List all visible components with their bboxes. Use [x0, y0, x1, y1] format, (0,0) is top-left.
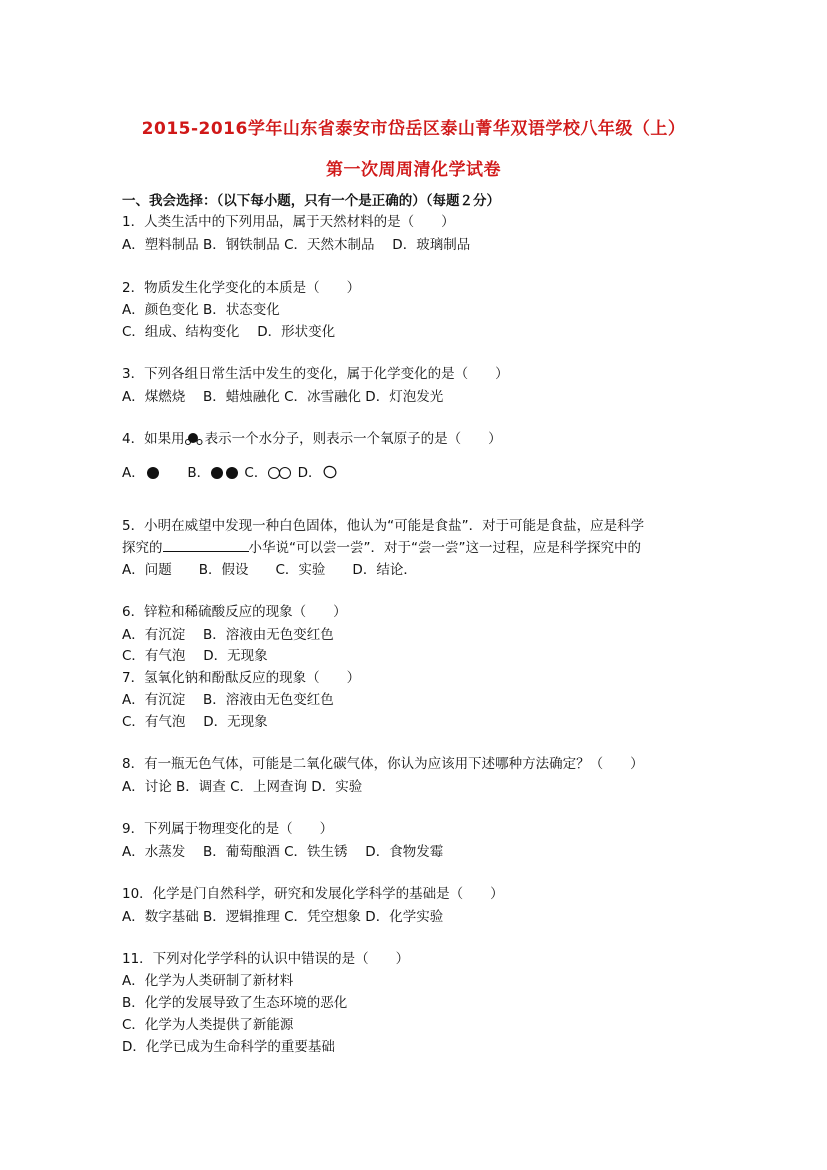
- q5-line2-pre: 探究的: [122, 540, 163, 556]
- q2-stem: 2．物质发生化学变化的本质是（ ）: [122, 280, 361, 296]
- q7-options-2: C．有气泡 D．无现象: [122, 714, 268, 730]
- q9-stem: 9．下列属于物理变化的是（ ）: [122, 821, 334, 837]
- q11-option-b: B．化学的发展导致了生态环境的恶化: [122, 995, 348, 1011]
- q4-stem-pre: 4．如果用: [122, 431, 185, 447]
- q1-stem: 1．人类生活中的下列用品，属于天然材料的是（ ）: [122, 214, 455, 230]
- section-heading: 一、我会选择：（以下每小题，只有一个是正确的）（每题２分）: [122, 193, 500, 209]
- q5-options: A．问题 B．假设 C．实验 D．结论．: [122, 562, 417, 578]
- q4-options: [122, 461, 338, 481]
- q4-option-a-label: A．: [122, 465, 145, 481]
- q5-line2-post: 小华说“可以尝一尝”．对于“尝一尝”这一过程，应是科学探究中的: [248, 540, 641, 556]
- water-molecule-icon: [185, 432, 205, 446]
- q5-line2: [122, 536, 641, 556]
- q4-option-d-label: D．: [297, 465, 322, 481]
- exam-title-line2: 第一次周周清化学试卷: [326, 160, 501, 180]
- oxygen-atom-icon: [145, 466, 161, 480]
- q3-options: A．煤燃烧 B．蜡烛融化 C．冰雪融化 D．灯泡发光: [122, 389, 444, 405]
- q7-options-1: A．有沉淀 B．溶液由无色变红色: [122, 692, 334, 708]
- q4-stem-post: 表示一个水分子，则表示一个氧原子的是（ ）: [204, 431, 502, 447]
- q4-option-b-label: B．: [187, 465, 211, 481]
- q5-line1: 5．小明在威望中发现一种白色固体，他认为“可能是食盐”．对于可能是食盐，应是科学: [122, 518, 645, 534]
- exam-title-line1: 2015-2016学年山东省泰安市岱岳区泰山菁华双语学校八年级（上）: [141, 119, 686, 139]
- q6-stem: 6．锌粒和稀硫酸反应的现象（ ）: [122, 604, 347, 620]
- q6-options-1: A．有沉淀 B．溶液由无色变红色: [122, 627, 334, 643]
- q11-stem: 11．下列对化学学科的认识中错误的是（ ）: [122, 951, 410, 967]
- q9-options: A．水蒸发 B．葡萄酿酒 C．铁生锈 D．食物发霉: [122, 844, 444, 860]
- q11-option-d: D．化学已成为生命科学的重要基础: [122, 1039, 335, 1055]
- hydrogen-atom-icon: [322, 465, 338, 481]
- q1-options: A．塑料制品 B．钢铁制品 C．天然木制品 D．玻璃制品: [122, 237, 471, 253]
- q3-stem: 3．下列各组日常生活中发生的变化，属于化学变化的是（ ）: [122, 366, 509, 382]
- q10-stem: 10．化学是门自然科学，研究和发展化学科学的基础是（ ）: [122, 886, 504, 902]
- q11-option-a: A．化学为人类研制了新材料: [122, 973, 294, 989]
- two-hydrogen-atoms-icon: [267, 466, 293, 480]
- q7-stem: 7．氢氧化钠和酚酞反应的现象（ ）: [122, 670, 361, 686]
- q6-options-2: C．有气泡 D．无现象: [122, 648, 268, 664]
- q8-options: A．讨论 B．调查 C．上网查询 D．实验: [122, 779, 363, 795]
- q10-options: A．数字基础 B．逻辑推理 C．凭空想象 D．化学实验: [122, 909, 444, 925]
- q2-options-1: A．颜色变化 B．状态变化: [122, 302, 280, 318]
- q4-stem: [122, 427, 502, 447]
- q2-options-2: C．组成、结构变化 D．形状变化: [122, 324, 336, 340]
- answer-blank: [163, 539, 249, 552]
- q4-option-c-label: C．: [244, 465, 268, 481]
- q11-option-c: C．化学为人类提供了新能源: [122, 1017, 294, 1033]
- q8-stem: 8．有一瓶无色气体，可能是二氧化碳气体，你认为应该用下述哪种方法确定？（ ）: [122, 756, 644, 772]
- two-oxygen-atoms-icon: [210, 466, 240, 480]
